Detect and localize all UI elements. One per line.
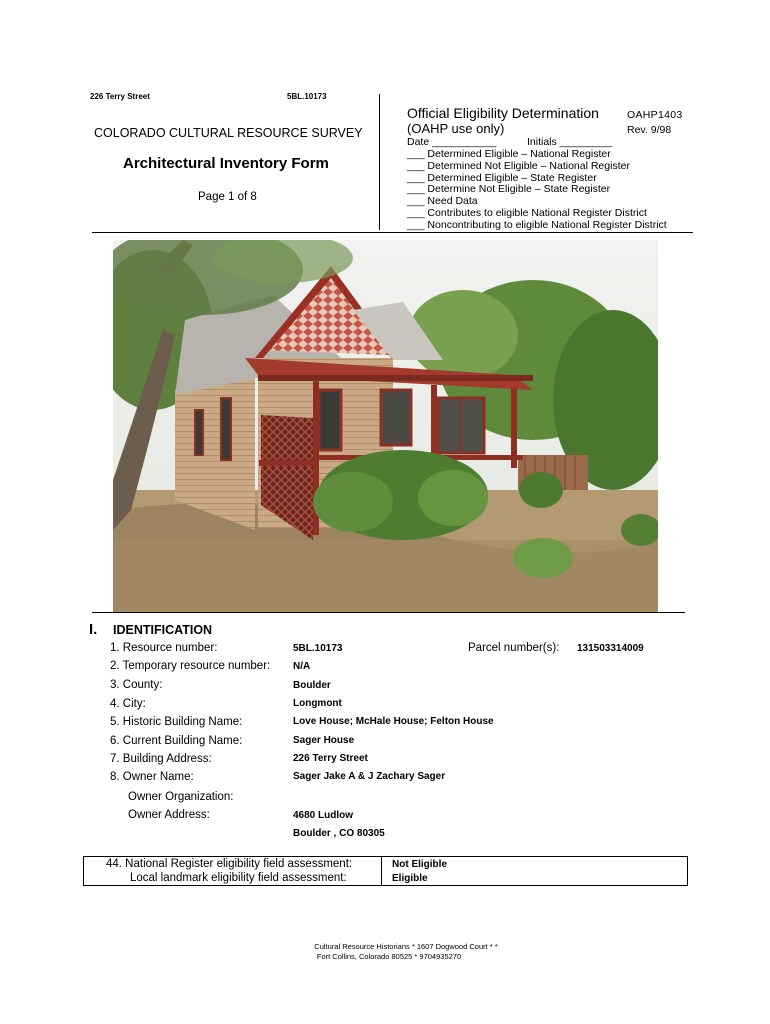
eligibility-option: ___ Noncontributing to eligible National Register District [407, 218, 667, 231]
initials-field: Initials _________ [527, 136, 613, 148]
eligibility-option: ___ Contributes to eligible National Register District [407, 206, 647, 219]
revision: Rev. 9/98 [627, 124, 672, 136]
local-assessment-value: Eligible [392, 873, 428, 884]
eligibility-option: ___ Determine Not Eligible – State Register [407, 183, 611, 196]
form-title: Architectural Inventory Form [123, 155, 329, 172]
header-address: 226 Terry Street [90, 92, 150, 101]
footer [0, 942, 770, 962]
field-label: 7. Building Address: [110, 753, 212, 765]
eligibility-option: ___ Determined Eligible – State Register [407, 171, 597, 184]
field-label: 1. Resource number: [110, 642, 218, 654]
page-label: Page 1 of 8 [198, 191, 257, 203]
owner-address-line1: 4680 Ludlow [293, 810, 354, 821]
header-divider [379, 94, 380, 230]
assessment-box [83, 856, 688, 886]
survey-title: COLORADO CULTURAL RESOURCE SURVEY [94, 126, 363, 140]
field-value: Longmont [293, 698, 342, 709]
field-label: 2. Temporary resource number: [110, 660, 271, 672]
national-assessment-label: 44. National Register eligibility field assessment: [106, 858, 353, 870]
owner-address-line2: Boulder , CO 80305 [293, 828, 385, 839]
photo-rule [92, 612, 685, 613]
field-label: 4. City: [110, 698, 146, 710]
eligibility-option: ___ Need Data [407, 195, 478, 208]
field-value: Sager House [293, 735, 355, 746]
field-label: 8. Owner Name: [110, 771, 194, 783]
section-heading: IDENTIFICATION [113, 623, 213, 637]
header-rule [92, 232, 693, 233]
section-numeral: I. [89, 621, 98, 638]
assessment-divider [381, 857, 382, 885]
field-value: Love House; McHale House; Felton House [293, 716, 494, 727]
header-site-number: 5BL.10173 [287, 92, 327, 101]
eligibility-options [407, 149, 667, 232]
field-label: 6. Current Building Name: [110, 735, 243, 747]
parcel-value: 131503314009 [577, 643, 644, 654]
official-title: Official Eligibility Determination [407, 105, 599, 121]
owner-org-label: Owner Organization: [128, 791, 234, 803]
footer-line1: Cultural Resource Historians * 1607 Dogwood Court * * [314, 942, 498, 951]
official-subtitle: (OAHP use only) [407, 121, 505, 136]
parcel-label: Parcel number(s): [468, 642, 560, 654]
field-label: 5. Historic Building Name: [110, 716, 243, 728]
local-assessment-label: Local landmark eligibility field assessment: [130, 872, 347, 884]
field-label: 3. County: [110, 679, 163, 691]
owner-address-label: Owner Address: [128, 809, 210, 821]
footer-line2: Fort Collins, Colorado 80525 * 9704935270 [316, 952, 462, 961]
field-value: Sager Jake A & J Zachary Sager [293, 771, 446, 782]
field-value: 5BL.10173 [293, 643, 343, 654]
house-photo [113, 240, 658, 612]
date-field: Date ___________ [407, 136, 497, 148]
field-value: N/A [293, 661, 311, 672]
field-value: Boulder [293, 680, 331, 691]
field-value: 226 Terry Street [293, 753, 368, 764]
national-assessment-value: Not Eligible [392, 859, 447, 870]
eligibility-option: ___ Determined Eligible – National Register [407, 148, 611, 160]
eligibility-option: ___ Determined Not Eligible – National Register [407, 159, 630, 172]
form-code: OAHP1403 [627, 109, 683, 121]
